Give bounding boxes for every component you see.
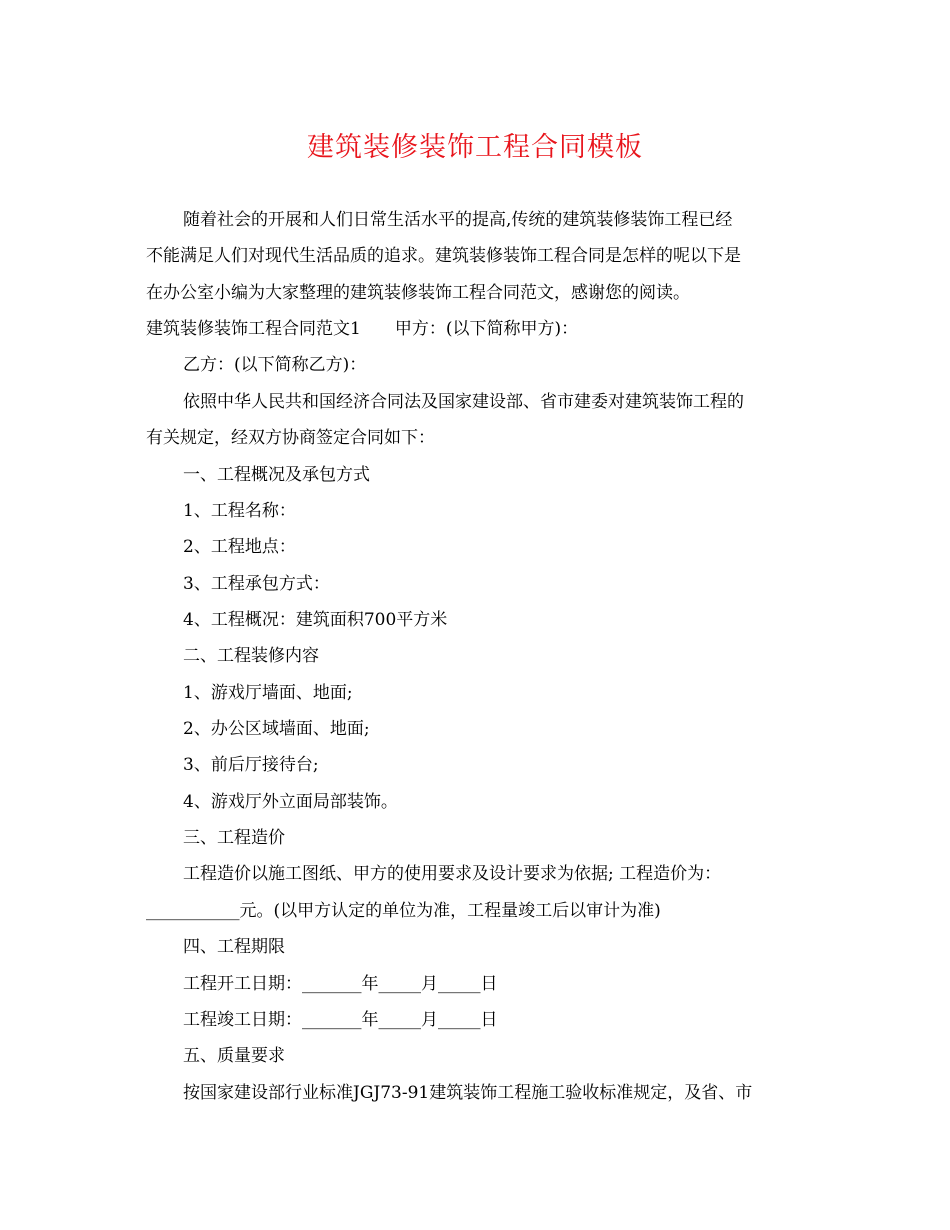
- list-item: 3、前后厅接待台;: [183, 755, 319, 775]
- list-item: 4、游戏厅外立面局部装饰。: [183, 792, 398, 812]
- list-item: 4、工程概况：建筑面积700平方米: [183, 610, 448, 630]
- paragraph-line: ___________元。(以甲方认定的单位为准，工程量竣工后以审计为准): [146, 901, 661, 921]
- paragraph-line: 建筑装修装饰工程合同范文1 甲方：(以下简称甲方)：: [146, 319, 579, 339]
- paragraph-line: 按国家建设部行业标准JGJ73-91建筑装饰工程施工验收标准规定，及省、市: [183, 1083, 753, 1103]
- paragraph-line: 在办公室小编为大家整理的建筑装修装饰工程合同范文，感谢您的阅读。: [146, 283, 690, 303]
- section-heading: 二、工程装修内容: [183, 646, 319, 666]
- paragraph-line: 依照中华人民共和国经济合同法及国家建设部、省市建委对建筑装饰工程的: [183, 392, 744, 412]
- section-heading: 一、工程概况及承包方式: [183, 465, 370, 485]
- paragraph-line: 工程开工日期：_______年_____月_____日: [183, 974, 498, 994]
- paragraph-line: 工程竣工日期：_______年_____月_____日: [183, 1010, 498, 1030]
- paragraph-line: 有关规定，经双方协商签定合同如下：: [146, 428, 435, 448]
- paragraph-line: 乙方：(以下简称乙方)：: [183, 355, 367, 375]
- list-item: 2、办公区域墙面、地面;: [183, 719, 370, 739]
- paragraph-line: 不能满足人们对现代生活品质的追求。建筑装修装饰工程合同是怎样的呢以下是: [146, 246, 741, 266]
- section-heading: 四、工程期限: [183, 937, 285, 957]
- document-title: 建筑装修装饰工程合同模板: [307, 132, 643, 163]
- list-item: 2、工程地点：: [183, 537, 296, 557]
- list-item: 1、游戏厅墙面、地面;: [183, 683, 353, 703]
- section-heading: 三、工程造价: [183, 828, 285, 848]
- paragraph-line: 随着社会的开展和人们日常生活水平的提高,传统的建筑装修装饰工程已经: [183, 210, 733, 230]
- list-item: 3、工程承包方式：: [183, 574, 330, 594]
- paragraph-line: 工程造价以施工图纸、甲方的使用要求及设计要求为依据; 工程造价为：: [183, 864, 722, 884]
- list-item: 1、工程名称：: [183, 501, 296, 521]
- section-heading: 五、质量要求: [183, 1046, 285, 1066]
